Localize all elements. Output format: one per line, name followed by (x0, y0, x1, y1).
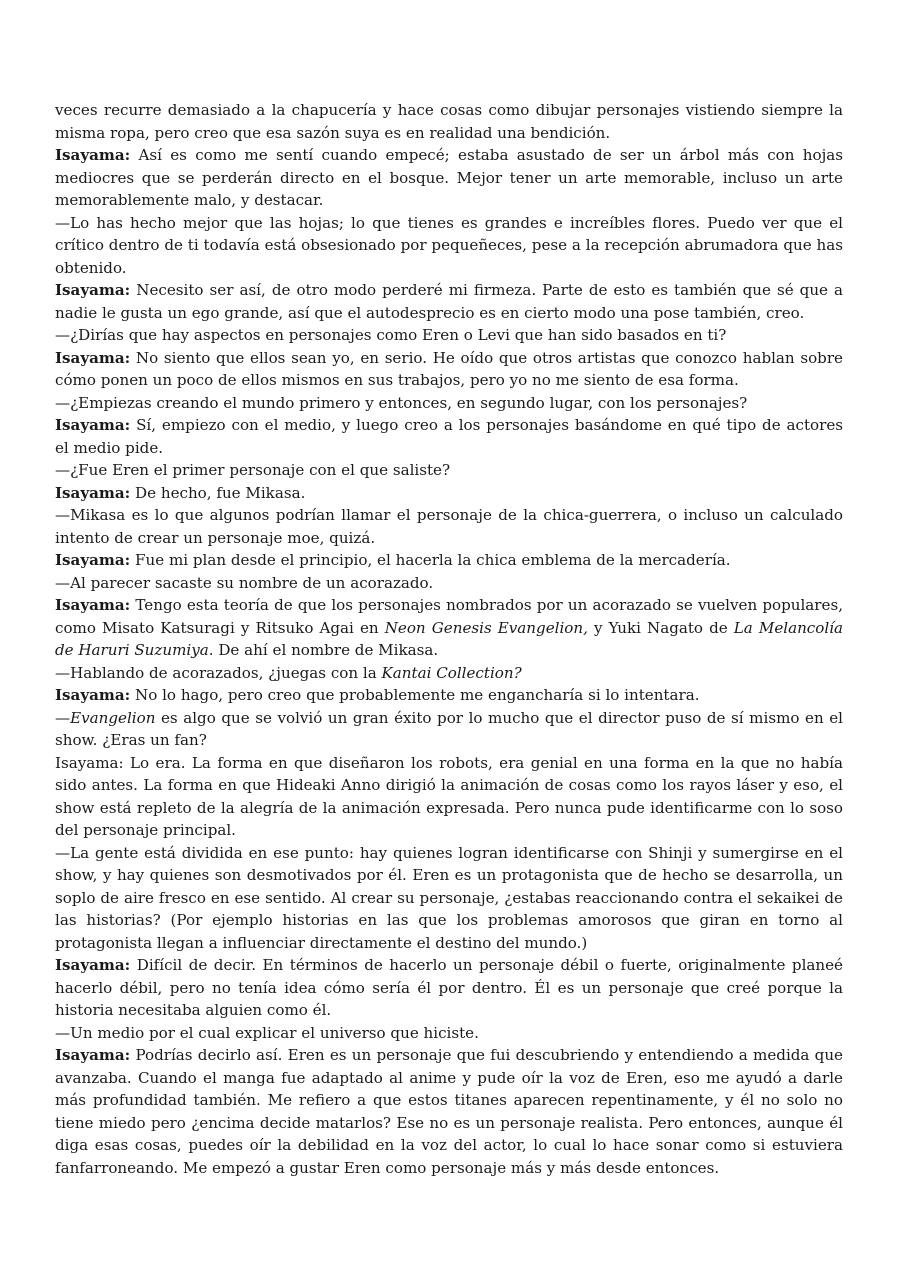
text-segment: —La gente está dividida en ese punto: hay quienes logran identificarse con Shinji y sumergirse en el show, y hay quienes son desmotivados por él. Eren es un protagonista que de hecho se desarrolla, un soplo de aire fresco en ese sentido. Al crear su personaje, ¿estabas reaccionando contra el sekaikei de las historias? (Por ejemplo historias en las que los problemas amorosos que giran en torno al protagonista llegan a influenciar directamente el destino del mundo.) (55, 843, 843, 952)
italic-title: Evangelion (70, 708, 156, 727)
text-segment: No lo hago, pero creo que probablemente me engancharía si lo intentara. (130, 686, 700, 704)
text-segment: —¿Empiezas creando el mundo primero y entonces, en segundo lugar, con los personajes? (55, 393, 748, 412)
text-segment: . De ahí el nombre de Mikasa. (208, 641, 439, 659)
paragraph-question (55, 842, 843, 955)
text-segment: Isayama: Lo era. La forma en que diseñaron los robots, era genial en una forma en la que no había sido antes. La forma en que Hideaki Anno dirigió la animación de cosas como los rayos láser y eso, el show está repleto de la alegría de la animación expresada. Pero nunca pude identificarme con lo soso del personaje principal. (55, 753, 843, 839)
paragraph-question (55, 392, 843, 415)
paragraph-plain (55, 752, 843, 842)
paragraph-answer (55, 347, 843, 392)
speaker-label: Isayama: (55, 146, 131, 164)
text-segment: Necesito ser así, de otro modo perderé mi firmeza. Parte de esto es también que sé que a nadie le gusta un ego grande, así que el autodesprecio es en cierto modo una pose también, creo. (55, 281, 843, 322)
paragraph-continuation (55, 99, 843, 144)
speaker-label: Isayama: (55, 1046, 131, 1064)
text-segment: —Al parecer sacaste su nombre de un acorazado. (55, 573, 434, 592)
paragraph-question (55, 504, 843, 549)
paragraph-answer (55, 414, 843, 459)
paragraph-answer (55, 594, 843, 662)
italic-title: Neon Genesis Evangelion, (384, 618, 588, 637)
paragraph-answer (55, 954, 843, 1022)
text-segment: Sí, empiezo con el medio, y luego creo a los personajes basándome en qué tipo de actores el medio pide. (55, 416, 843, 457)
text-segment: No siento que ellos sean yo, en serio. He oído que otros artistas que conozco hablan sobre cómo ponen un poco de ellos mismos en sus trabajos, pero yo no me siento de esa forma. (55, 348, 843, 389)
text-segment: Fue mi plan desde el principio, el hacerla la chica emblema de la mercadería. (130, 551, 731, 569)
text-segment: —Mikasa es lo que algunos podrían llamar el personaje de la chica-guerrera, o incluso un calculado intento de crear un personaje moe, quizá. (55, 506, 843, 547)
text-segment: Difícil de decir. En términos de hacerlo un personaje débil o fuerte, originalmente planeé hacerlo débil, pero no tenía idea cómo sería él por dentro. Él es un personaje que creé porque la historia necesitaba alguien como él. (55, 956, 843, 1019)
paragraph-question (55, 572, 843, 595)
paragraph-answer (55, 144, 843, 212)
text-segment: y Yuki Nagato de (587, 618, 734, 637)
text-segment: —Hablando de acorazados, ¿juegas con la (55, 663, 382, 682)
text-segment: veces recurre demasiado a la chapucería y hace cosas como dibujar personajes vistiendo siempre la misma ropa, pero creo que esa sazón suya es en realidad una bendición. (55, 101, 843, 142)
italic-title: Kantai Collection? (381, 663, 522, 682)
paragraph-question (55, 707, 843, 752)
paragraph-answer (55, 1044, 843, 1179)
paragraph-question (55, 324, 843, 347)
speaker-label: Isayama: (55, 416, 131, 434)
paragraph-question (55, 1022, 843, 1045)
paragraph-answer (55, 482, 843, 505)
speaker-label: Isayama: (55, 686, 131, 704)
text-segment: Podrías decirlo así. Eren es un personaje que fui descubriendo y entendiendo a medida que avanzaba. Cuando el manga fue adaptado al anime y pude oír la voz de Eren, eso me ayudó a darle más profundidad también. Me refiero a que estos titanes aparecen repentinamente, y él no solo no tiene miedo pero ¿encima decide matarlos? Ese no es un personaje realista. Pero entonces, aunque él diga esas cosas, puedes oír la debilidad en la voz del actor, lo cual lo hace sonar como si estuviera fanfarroneando. Me empezó a gustar Eren como personaje más y más desde entonces. (55, 1046, 843, 1177)
speaker-label: Isayama: (55, 348, 131, 367)
text-segment: —Lo has hecho mejor que las hojas; lo que tienes es grandes e increíbles flores. Puedo ver que el crítico dentro de ti todavía está obsesionado por pequeñeces, pese a la recepción abrumadora que has obtenido. (55, 213, 843, 277)
paragraph-answer (55, 279, 843, 324)
speaker-label: Isayama: (55, 281, 131, 299)
text-segment: es algo que se volvió un gran éxito por lo mucho que el director puso de sí mismo en el show. ¿Eras un fan? (55, 708, 843, 749)
text-segment: —¿Dirías que hay aspectos en personajes como Eren o Levi que han sido basados en ti? (55, 326, 727, 344)
paragraph-question (55, 662, 843, 685)
text-segment: — (55, 708, 71, 727)
speaker-label: Isayama: (55, 956, 131, 974)
paragraph-question (55, 212, 843, 280)
text-segment: Tengo esta teoría de que los personajes nombrados por un acorazado se vuelven populares, como Misato Katsuragi y Ritsuko Agai en (55, 596, 843, 637)
text-segment: —Un medio por el cual explicar el universo que hiciste. (55, 1023, 479, 1042)
document-page (55, 99, 843, 1179)
text-segment: Así es como me sentí cuando empecé; estaba asustado de ser un árbol más con hojas mediocres que se perderán directo en el bosque. Mejor tener un arte memorable, incluso un arte memorablemente malo, y destacar. (55, 146, 843, 209)
speaker-label: Isayama: (55, 483, 131, 502)
paragraph-question (55, 459, 843, 482)
speaker-label: Isayama: (55, 596, 131, 614)
text-segment: De hecho, fue Mikasa. (130, 483, 306, 502)
text-segment: —¿Fue Eren el primer personaje con el que saliste? (55, 461, 451, 479)
speaker-label: Isayama: (55, 551, 131, 569)
italic-title: La Melancolía de Haruri Suzumiya (55, 618, 843, 659)
paragraph-answer (55, 684, 843, 707)
paragraph-answer (55, 549, 843, 572)
